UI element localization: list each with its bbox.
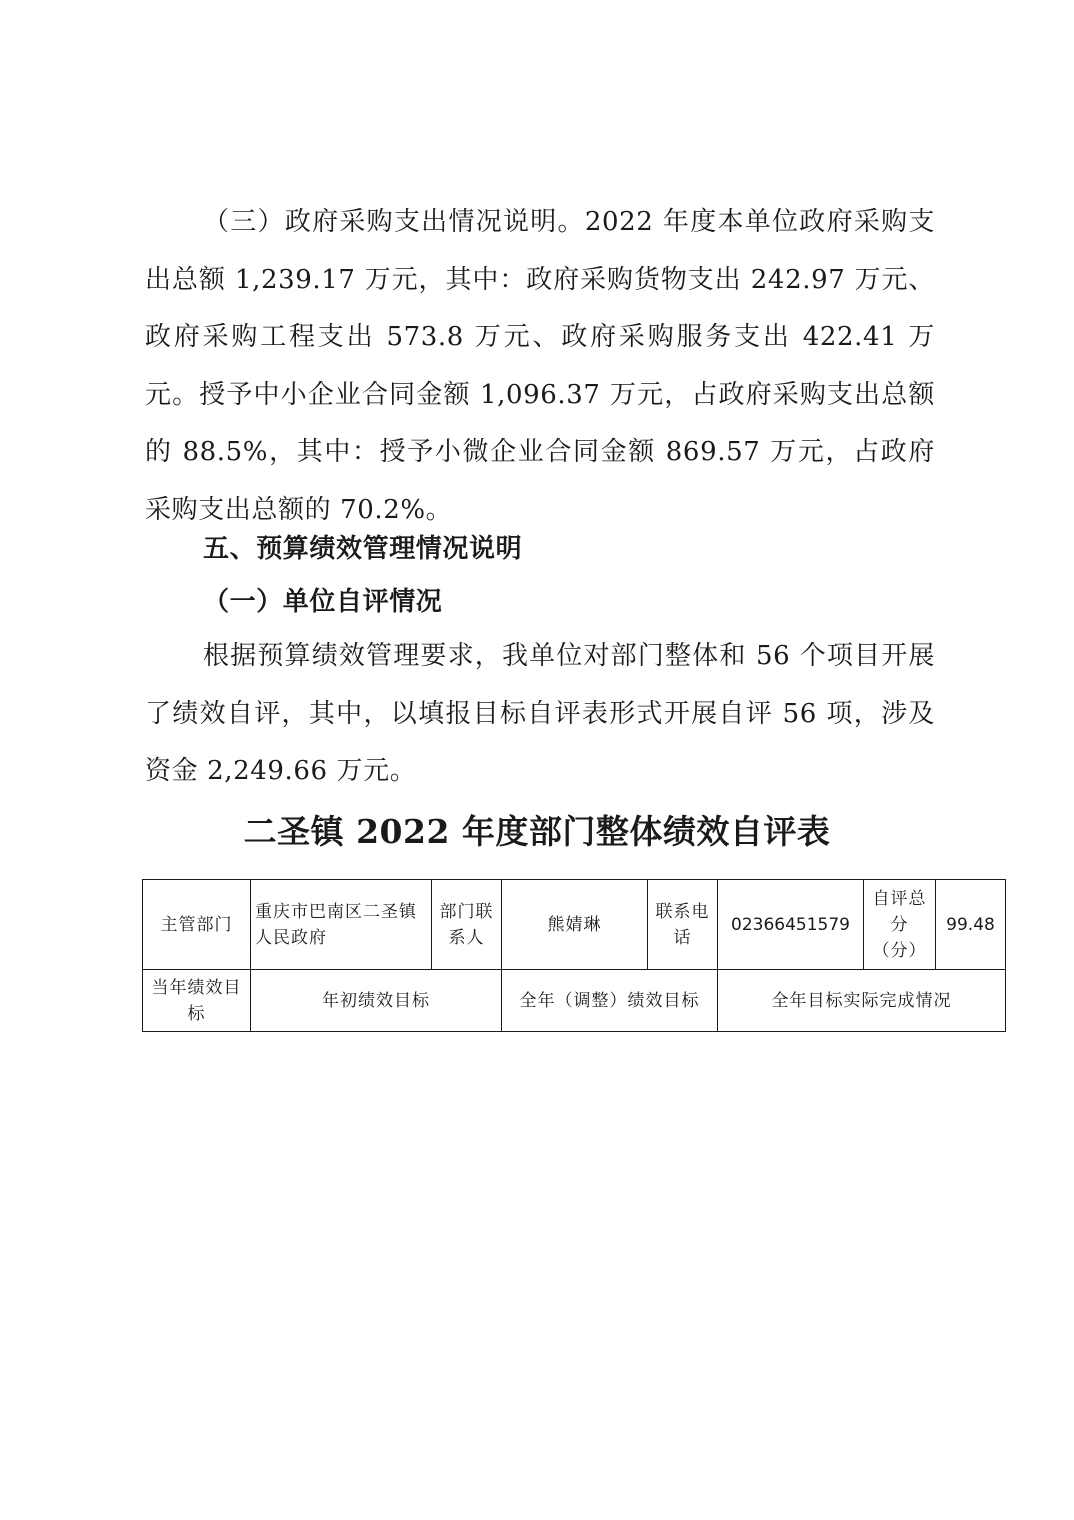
section-five-heading: 五、预算绩效管理情况说明 (203, 534, 523, 564)
contact-value-cell: 熊婧琳 (502, 880, 648, 970)
phone-value-cell: 02366451579 (718, 880, 864, 970)
score-value-cell: 99.48 (936, 880, 1006, 970)
table-row (143, 880, 1006, 970)
phone-label-cell: 联系电话 (648, 880, 718, 970)
table-title: 二圣镇 2022 年度部门整体绩效自评表 (243, 812, 831, 851)
adjusted-goal-cell: 全年（调整）绩效目标 (502, 970, 718, 1032)
self-eval-subheading: （一）单位自评情况 (203, 587, 443, 617)
goal-label-cell: 当年绩效目标 (143, 970, 251, 1032)
self-eval-paragraph: 根据预算绩效管理要求，我单位对部门整体和 56 个项目开展了绩效自评，其中，以填报目标自评表形式开展自评 56 项，涉及资金 2,249.66 万元。 (145, 641, 935, 786)
dept-label-cell: 主管部门 (143, 880, 251, 970)
initial-goal-cell: 年初绩效目标 (251, 970, 502, 1032)
procurement-paragraph (145, 194, 935, 539)
procurement-body: 2022 年度本单位政府采购支出总额 1,239.17 万元，其中：政府采购货物支出 242.97 万元、政府采购工程支出 573.8 万元、政府采购服务支出 422.41 万元。授予中小企业合同金额 1,096.37 万元，占政府采购支出总额的 88.5%，其中：授予小微企业合同金额 869.57 万元，占政府采购支出总额的 70.2%。 (145, 207, 935, 525)
procurement-lead: （三）政府采购支出情况说明。 (203, 207, 585, 237)
table-row (143, 970, 1006, 1032)
actual-completion-cell: 全年目标实际完成情况 (718, 970, 1006, 1032)
score-label-cell: 自评总分（分） (864, 880, 936, 970)
contact-label-cell: 部门联系人 (432, 880, 502, 970)
dept-value-cell: 重庆市巴南区二圣镇人民政府 (251, 880, 432, 970)
performance-eval-table (142, 879, 1006, 1032)
